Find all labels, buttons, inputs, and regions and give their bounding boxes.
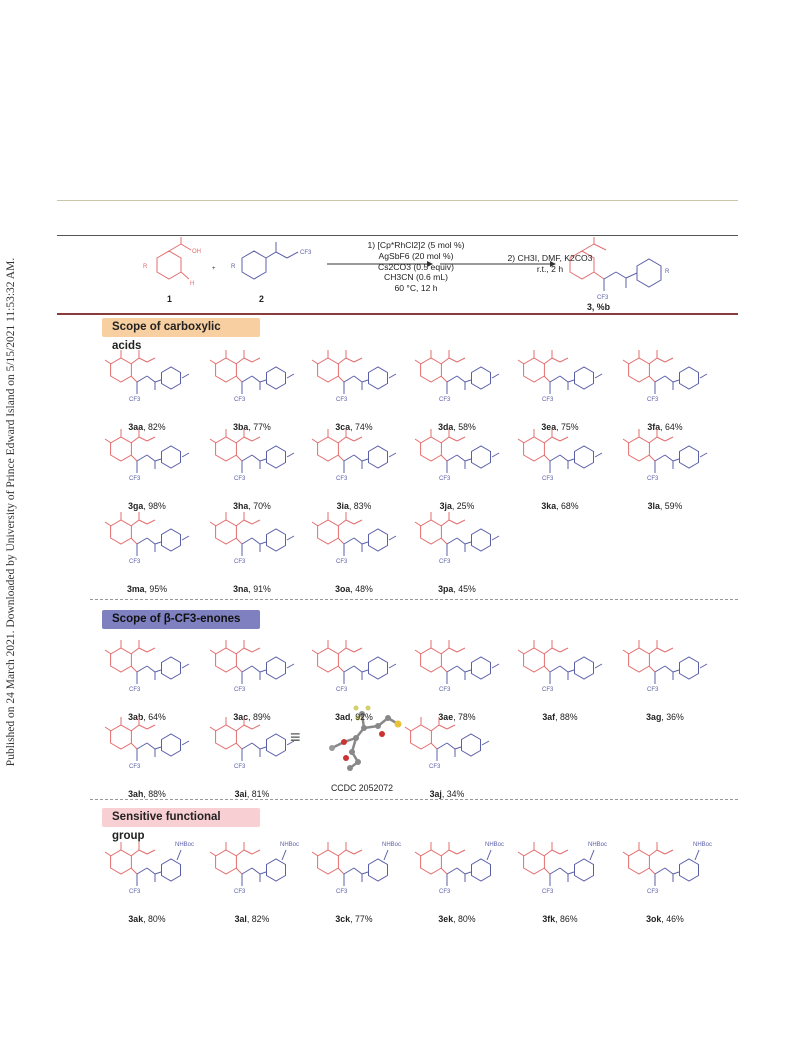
compound-yield: , 95% <box>144 584 168 594</box>
compound-label <box>405 584 509 594</box>
section-header-acids: Scope of carboxylic acids <box>102 318 260 337</box>
svg-text:CF3: CF3 <box>129 687 141 693</box>
svg-text:CF3: CF3 <box>542 687 554 693</box>
compound-code: 3ja <box>439 501 452 511</box>
compound-yield: , 81% <box>246 789 270 799</box>
cf3-label-3: CF3 <box>597 295 609 301</box>
structure-drawing <box>405 630 509 710</box>
structure-drawing <box>405 419 509 499</box>
compound-yield: , 70% <box>248 501 271 511</box>
structure-drawing <box>95 419 199 499</box>
structure-drawing <box>405 832 509 912</box>
top-rule <box>57 200 738 201</box>
compound-code: 3ga <box>128 501 144 511</box>
compound-code: 3ca <box>335 422 351 432</box>
structure-drawing <box>200 340 304 420</box>
svg-text:CF3: CF3 <box>336 397 348 403</box>
svg-text:CF3: CF3 <box>336 687 348 693</box>
compound-yield: , 68% <box>556 501 579 511</box>
svg-text:CF3: CF3 <box>439 889 451 895</box>
compound-label <box>200 789 304 799</box>
structure-drawing <box>200 630 304 710</box>
compound-label <box>200 584 304 594</box>
svg-text:CF3: CF3 <box>439 476 451 482</box>
structure-drawing <box>508 832 612 912</box>
compound-yield: , 34% <box>441 789 465 799</box>
svg-text:CF3: CF3 <box>336 889 348 895</box>
svg-text:CF3: CF3 <box>429 764 441 770</box>
compound-3ag <box>613 630 717 726</box>
svg-text:CF3: CF3 <box>129 764 141 770</box>
equiv-symbol: ≡ <box>290 727 301 747</box>
structure-drawing <box>613 419 717 499</box>
compound-code: 3ae <box>438 712 454 722</box>
h-label: H <box>190 281 195 287</box>
svg-text:CF3: CF3 <box>647 687 659 693</box>
conditions-step1 <box>357 240 475 294</box>
compound-3ka <box>508 419 612 515</box>
structure-drawing <box>395 707 499 787</box>
compound-3na <box>200 502 304 598</box>
structure-drawing <box>95 707 199 787</box>
svg-text:CF3: CF3 <box>129 559 141 565</box>
compound-label <box>405 914 509 924</box>
compound-3ha <box>200 419 304 515</box>
cond-line: Cs2CO3 (0.5 equiv) <box>378 261 454 272</box>
compound-3ck <box>302 832 406 928</box>
compound-code: 3aj <box>429 789 442 799</box>
compound-3-label: 3, %b <box>587 302 610 312</box>
cond-line: 2) CH3I, DMF, K2CO3 <box>507 253 593 263</box>
svg-text:CF3: CF3 <box>647 476 659 482</box>
compound-yield: , 82% <box>246 914 270 924</box>
compound-code: 3ck <box>335 914 351 924</box>
compound-yield: , 78% <box>453 712 476 722</box>
compound-code: 3oa <box>335 584 351 594</box>
compound-code: 3ai <box>234 789 247 799</box>
svg-text:CF3: CF3 <box>129 476 141 482</box>
ccdc-text: CCDC 2052072 <box>330 783 394 793</box>
compound-2-label: 2 <box>259 294 264 304</box>
compound-code: 3aa <box>128 422 144 432</box>
svg-text:CF3: CF3 <box>542 889 554 895</box>
svg-text:CF3: CF3 <box>336 476 348 482</box>
compound-code: 3ab <box>128 712 144 722</box>
compound-label <box>302 584 406 594</box>
structure-drawing <box>302 502 406 582</box>
r-group: R <box>143 264 148 270</box>
compound-yield: , 46% <box>661 914 684 924</box>
svg-text:NHBoc: NHBoc <box>175 842 195 848</box>
cond-line: r.t., 2 h <box>536 263 564 274</box>
svg-text:CF3: CF3 <box>234 764 246 770</box>
svg-text:CF3: CF3 <box>647 889 659 895</box>
sidebar-publication-note: Published on 24 March 2021. Downloaded by University of Prince Edward Island on 5/15/2021 11:53:32 AM. <box>5 257 17 767</box>
section-header-sensitive: Sensitive functional group <box>102 808 260 827</box>
compound-yield: , 74% <box>350 422 373 432</box>
structure-drawing <box>200 832 304 912</box>
compound-yield: , 88% <box>555 712 578 722</box>
svg-text:CF3: CF3 <box>542 476 554 482</box>
svg-text:CF3: CF3 <box>234 559 246 565</box>
structure-drawing <box>508 340 612 420</box>
section-divider <box>90 599 738 600</box>
structure-drawing <box>405 502 509 582</box>
compound-code: 3na <box>233 584 249 594</box>
compound-3ga <box>95 419 199 515</box>
svg-text:CF3: CF3 <box>129 397 141 403</box>
compound-label <box>508 712 612 722</box>
compound-label <box>95 789 199 799</box>
structure-drawing <box>95 502 199 582</box>
compound-yield: , 92% <box>350 712 373 722</box>
compound-code: 3ba <box>233 422 249 432</box>
svg-text:CF3: CF3 <box>439 687 451 693</box>
compound-label <box>95 584 199 594</box>
compound-yield: , 36% <box>661 712 684 722</box>
svg-text:CF3: CF3 <box>234 397 246 403</box>
compound-code: 3la <box>647 501 660 511</box>
structure-drawing <box>613 630 717 710</box>
structure-drawing <box>200 419 304 499</box>
structure-drawing <box>302 630 406 710</box>
compound-3pa <box>405 502 509 598</box>
compound-yield: , 88% <box>143 789 166 799</box>
conditions-step2 <box>494 253 606 275</box>
svg-text:CF3: CF3 <box>542 397 554 403</box>
compound-yield: , 77% <box>248 422 271 432</box>
compound-yield: , 45% <box>453 584 476 594</box>
compound-yield: , 80% <box>453 914 476 924</box>
compound-code: 3ac <box>233 712 249 722</box>
svg-text:NHBoc: NHBoc <box>382 842 402 848</box>
structure-drawing <box>95 340 199 420</box>
cond-line: AgSbF6 (20 mol %) <box>378 250 454 261</box>
compound-3ok <box>613 832 717 928</box>
compound-3oa <box>302 502 406 598</box>
svg-text:NHBoc: NHBoc <box>588 842 608 848</box>
compound-3ek <box>405 832 509 928</box>
compound-3af <box>508 630 612 726</box>
compound-code: 3ma <box>126 584 145 594</box>
compound-label <box>613 501 717 511</box>
scheme-bottom-rule <box>57 313 738 315</box>
compound-3ja <box>405 419 509 515</box>
svg-text:CF3: CF3 <box>336 559 348 565</box>
compound-code: 3da <box>438 422 454 432</box>
compound-label <box>508 501 612 511</box>
compound-label <box>395 789 499 799</box>
compound-code: 3al <box>234 914 247 924</box>
compound-yield: , 64% <box>143 712 166 722</box>
compound-yield: , 83% <box>348 501 372 511</box>
compound-3ma <box>95 502 199 598</box>
compound-yield: , 58% <box>453 422 476 432</box>
compound-code: 3ia <box>336 501 349 511</box>
cond-line: CH3CN (0.6 mL) <box>384 272 448 283</box>
compound-code: 3ak <box>128 914 144 924</box>
compound-yield: , 75% <box>556 422 579 432</box>
compound-code: 3ok <box>646 914 662 924</box>
compound-yield: , 64% <box>660 422 683 432</box>
compound-3al <box>200 832 304 928</box>
compound-label <box>508 914 612 924</box>
compound-code: 3pa <box>438 584 454 594</box>
structure-drawing <box>405 340 509 420</box>
svg-text:NHBoc: NHBoc <box>485 842 505 848</box>
compound-code: 3fa <box>647 422 661 432</box>
structure-drawing <box>613 340 717 420</box>
compound-label <box>302 914 406 924</box>
compound-3la <box>613 419 717 515</box>
compound-3ai <box>200 707 304 803</box>
structure-drawing <box>200 502 304 582</box>
structure-drawing <box>200 707 304 787</box>
compound-code: 3ha <box>233 501 249 511</box>
structure-drawing <box>95 832 199 912</box>
r-group-3: R <box>665 269 670 275</box>
structure-drawing <box>302 832 406 912</box>
compound-yield: , 80% <box>143 914 166 924</box>
structure-drawing <box>508 419 612 499</box>
compound-code: 3ag <box>646 712 662 722</box>
compound-yield: , 89% <box>248 712 271 722</box>
svg-text:NHBoc: NHBoc <box>693 842 713 848</box>
plus-sign: + <box>212 266 216 272</box>
svg-text:NHBoc: NHBoc <box>280 842 300 848</box>
compound-code: 3ea <box>541 422 557 432</box>
compound-yield: , 48% <box>350 584 373 594</box>
r-group-2: R <box>231 264 236 270</box>
compound-yield: , 77% <box>350 914 373 924</box>
compound-yield: , 59% <box>659 501 683 511</box>
compound-3aj <box>395 707 499 803</box>
cond-line: 60 °C, 12 h <box>394 283 438 294</box>
compound-yield: , 25% <box>451 501 475 511</box>
cf3-label: CF3 <box>300 250 312 256</box>
compound-code: 3ka <box>541 501 557 511</box>
compound-code: 3fk <box>542 914 556 924</box>
compound-code: 3ek <box>438 914 454 924</box>
compound-code: 3ad <box>335 712 351 722</box>
compound-1-label: 1 <box>167 294 172 304</box>
compound-code: 3ah <box>128 789 144 799</box>
svg-text:CF3: CF3 <box>129 889 141 895</box>
svg-text:CF3: CF3 <box>439 397 451 403</box>
compound-yield: , 91% <box>248 584 271 594</box>
svg-text:CF3: CF3 <box>439 559 451 565</box>
compound-yield: , 82% <box>143 422 166 432</box>
compound-code: 3af <box>542 712 556 722</box>
compound-label <box>200 914 304 924</box>
svg-text:CF3: CF3 <box>647 397 659 403</box>
compound-label <box>613 914 717 924</box>
structure-drawing <box>302 340 406 420</box>
compound-label <box>613 712 717 722</box>
structure-drawing <box>508 630 612 710</box>
reaction-scheme <box>57 236 738 312</box>
svg-text:CF3: CF3 <box>234 687 246 693</box>
cond-line: 1) [Cp*RhCl2]2 (5 mol %) <box>367 240 465 250</box>
compound-3ah <box>95 707 199 803</box>
svg-text:CF3: CF3 <box>234 476 246 482</box>
compound-yield: , 86% <box>555 914 578 924</box>
compound-3ak <box>95 832 199 928</box>
compound-3ia <box>302 419 406 515</box>
svg-text:CF3: CF3 <box>234 889 246 895</box>
compound-yield: , 98% <box>143 501 166 511</box>
structure-drawing <box>302 419 406 499</box>
section-header-enones: Scope of β-CF3-enones <box>102 610 260 629</box>
oh-label: OH <box>192 249 201 255</box>
structure-drawing <box>613 832 717 912</box>
compound-label <box>95 914 199 924</box>
structure-drawing <box>95 630 199 710</box>
compound-3fk <box>508 832 612 928</box>
